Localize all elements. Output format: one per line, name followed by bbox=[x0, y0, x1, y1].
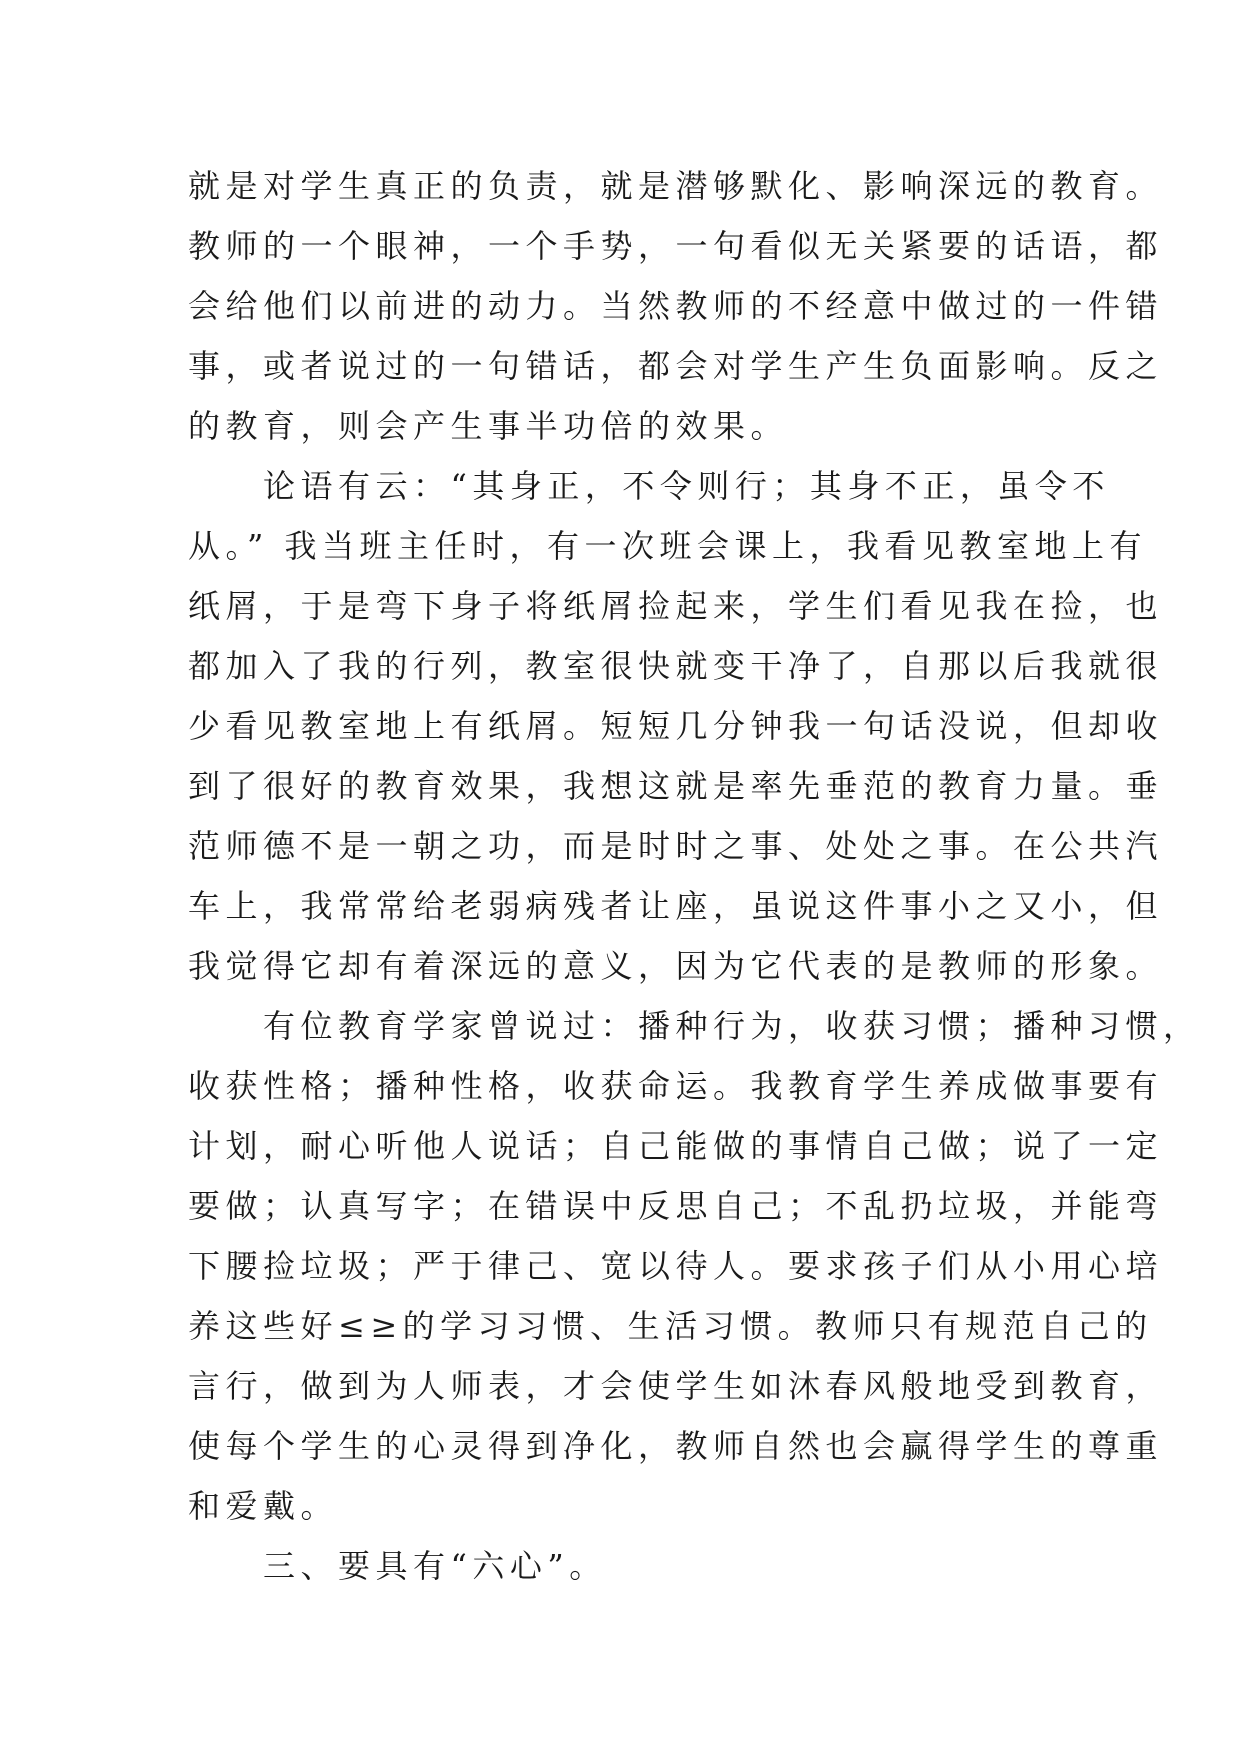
section-heading-line: 三、要具有“六心”。 bbox=[188, 1547, 607, 1585]
paragraph-start-line: 有位教育学家曾说过：播种行为，收获习惯；播种习惯， bbox=[188, 1007, 1201, 1045]
text-line: 事，或者说过的一句错话，都会对学生产生负面影响。反之 bbox=[188, 347, 1164, 385]
text-line: 会给他们以前进的动力。当然教师的不经意中做过的一件错 bbox=[188, 287, 1164, 325]
text-line: 少看见教室地上有纸屑。短短几分钟我一句话没说，但却收 bbox=[188, 707, 1164, 745]
text-line: 计划，耐心听他人说话；自己能做的事情自己做；说了一定 bbox=[188, 1127, 1164, 1165]
text-line: 的教育，则会产生事半功倍的效果。 bbox=[188, 407, 789, 445]
text-line: 教师的一个眼神，一个手势，一句看似无关紧要的话语，都 bbox=[188, 227, 1164, 265]
text-line: 就是对学生真正的负责，就是潜够默化、影响深远的教育。 bbox=[188, 167, 1164, 205]
body-text bbox=[188, 156, 1201, 1596]
text-line: 到了很好的教育效果，我想这就是率先垂范的教育力量。垂 bbox=[188, 767, 1164, 805]
text-line: 和爱戴。 bbox=[188, 1487, 339, 1525]
text-line: 范师德不是一朝之功，而是时时之事、处处之事。在公共汽 bbox=[188, 827, 1164, 865]
text-line: 要做；认真写字；在错误中反思自己；不乱扔垃圾，并能弯 bbox=[188, 1187, 1164, 1225]
text-line: 养这些好≤≥的学习习惯、生活习惯。教师只有规范自己的 bbox=[188, 1307, 1153, 1345]
text-line: 下腰捡垃圾；严于律己、宽以待人。要求孩子们从小用心培 bbox=[188, 1247, 1164, 1285]
text-line: 我觉得它却有着深远的意义，因为它代表的是教师的形象。 bbox=[188, 947, 1164, 985]
text-line: 言行，做到为人师表，才会使学生如沐春风般地受到教育， bbox=[188, 1367, 1164, 1405]
text-line: 收获性格；播种性格，收获命运。我教育学生养成做事要有 bbox=[188, 1067, 1164, 1105]
paragraph-start-line: 论语有云：“其身正，不令则行；其身不正，虽令不 bbox=[188, 467, 1110, 505]
text-line: 从。” 我当班主任时，有一次班会课上，我看见教室地上有 bbox=[188, 527, 1148, 565]
text-line: 纸屑，于是弯下身子将纸屑捡起来，学生们看见我在捡，也 bbox=[188, 587, 1164, 625]
text-line: 都加入了我的行列，教室很快就变干净了，自那以后我就很 bbox=[188, 647, 1164, 685]
text-line: 车上，我常常给老弱病残者让座，虽说这件事小之又小，但 bbox=[188, 887, 1164, 925]
text-line: 使每个学生的心灵得到净化，教师自然也会赢得学生的尊重 bbox=[188, 1427, 1164, 1465]
